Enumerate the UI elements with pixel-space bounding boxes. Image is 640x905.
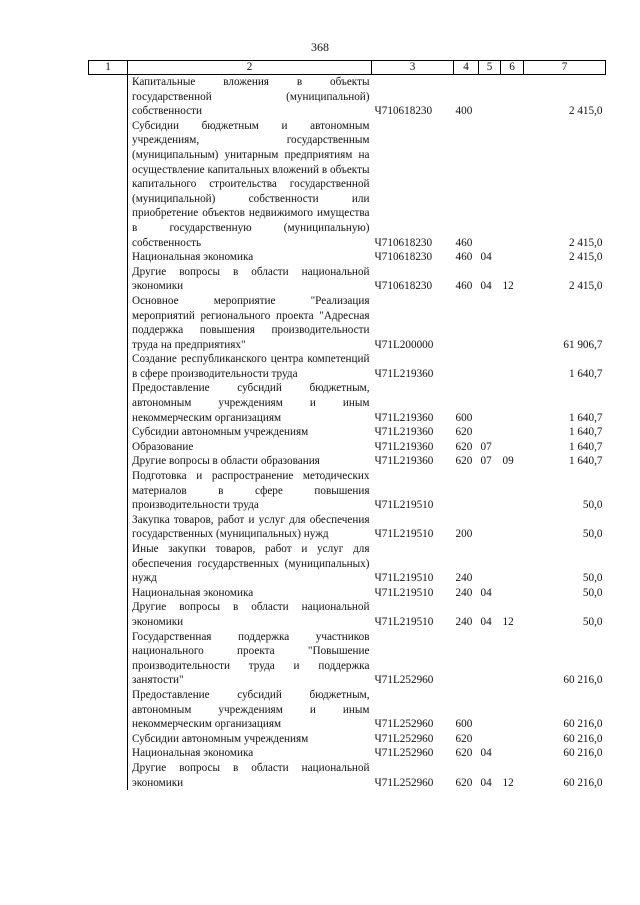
row-expense-type: 620 [455,776,473,789]
row-expense-type: 400 [455,105,473,118]
row-amount: 1 640,7 [568,411,603,424]
header-row [89,61,606,75]
column-header-5: 5 [479,61,501,75]
row-spacer-cell [89,265,128,294]
table-row [89,513,606,542]
row-target-code: Ч71L200000 [374,338,434,351]
row-spacer-cell [89,454,128,469]
row-subsection [501,469,524,513]
row-spacer-cell [89,513,128,542]
row-target-code: Ч71L219360 [374,411,434,424]
row-amount: 50,0 [582,499,603,512]
table-header [89,61,606,75]
table-row [89,119,606,250]
row-expense-type: 240 [455,586,473,599]
row-section: 04 [480,280,492,293]
table-row [89,381,606,425]
table-row [89,294,606,352]
row-name: Субсидии автономным учреждениям [128,732,372,747]
row-amount: 50,0 [582,572,603,585]
table-row [89,454,606,469]
row-expense-type: 460 [455,251,473,264]
row-name: Национальная экономика [128,746,372,761]
row-target-code: Ч71L252960 [374,674,434,687]
row-amount: 50,0 [582,615,603,628]
row-amount: 60 216,0 [563,718,603,731]
row-amount: 1 640,7 [568,455,603,468]
row-expense-type: 240 [455,615,473,628]
row-name: Создание республиканского центра компетенций в сфере производительности труда [128,352,372,381]
table-row [89,542,606,586]
row-target-code: Ч710618230 [374,251,433,264]
row-name: Закупка товаров, работ и услуг для обеспечения государственных (муниципальных) нужд [128,513,372,542]
row-section: 04 [480,747,492,760]
row-expense-type: 240 [455,572,473,585]
row-spacer-cell [89,469,128,513]
row-spacer-cell [89,425,128,440]
row-target-code: Ч71L219360 [374,367,434,380]
row-subsection [501,440,524,455]
row-subsection [501,746,524,761]
row-spacer-cell [89,586,128,601]
row-spacer-cell [89,732,128,747]
table-row [89,586,606,601]
row-spacer-cell [89,746,128,761]
row-expense-type: 620 [455,747,473,760]
row-amount: 50,0 [582,586,603,599]
row-spacer-cell [89,630,128,688]
row-subsection [501,630,524,688]
row-subsection [501,688,524,732]
row-target-code: Ч71L219360 [374,440,434,453]
row-expense-type [454,352,479,381]
row-subsection [501,513,524,542]
row-amount: 1 640,7 [568,440,603,453]
row-amount: 60 216,0 [563,732,603,745]
row-amount: 2 415,0 [568,105,603,118]
table-row [89,746,606,761]
row-expense-type: 600 [455,718,473,731]
row-amount: 60 216,0 [563,674,603,687]
row-target-code: Ч71L219360 [374,426,434,439]
row-section: 07 [480,455,492,468]
column-header-7: 7 [524,61,606,75]
row-expense-type: 460 [455,280,473,293]
row-amount: 2 415,0 [568,251,603,264]
row-amount: 60 216,0 [563,776,603,789]
row-subsection [501,352,524,381]
column-header-2: 2 [128,61,372,75]
row-subsection [501,294,524,352]
row-subsection [501,732,524,747]
row-name: Подготовка и распространение методических материалов в сфере повышения производительности труда [128,469,372,513]
row-amount: 1 640,7 [568,426,603,439]
row-target-code: Ч71L219510 [374,615,434,628]
row-name: Капитальные вложения в объекты государственной (муниципальной) собственности [128,75,372,119]
row-name: Предоставление субсидий бюджетным, автономным учреждениям и иным некоммерческим организациям [128,381,372,425]
row-name: Субсидии автономным учреждениям [128,425,372,440]
table-row [89,440,606,455]
column-header-4: 4 [454,61,479,75]
row-amount: 60 216,0 [563,747,603,760]
row-section [479,294,501,352]
row-section: 04 [480,251,492,264]
table-row [89,75,606,119]
row-expense-type: 620 [455,732,473,745]
row-name: Основное мероприятие "Реализация мероприятий регионального проекта "Адресная поддержка повышения производительности труда на предприятиях" [128,294,372,352]
row-target-code: Ч71L252960 [374,732,434,745]
row-name: Национальная экономика [128,250,372,265]
row-target-code: Ч71L219510 [374,572,434,585]
table-row [89,732,606,747]
column-header-1: 1 [89,61,128,75]
table-row [89,265,606,294]
row-expense-type [454,630,479,688]
row-section [479,513,501,542]
row-section [479,381,501,425]
row-name: Другие вопросы в области национальной экономики [128,265,372,294]
row-subsection [501,381,524,425]
table-row [89,352,606,381]
page-number: 368 [311,40,329,54]
table-row [89,688,606,732]
row-spacer-cell [89,761,128,790]
row-subsection [501,586,524,601]
column-header-6: 6 [501,61,524,75]
row-subsection: 09 [502,455,514,468]
table-row [89,469,606,513]
row-spacer-cell [89,600,128,629]
table-row [89,600,606,629]
table-row [89,425,606,440]
row-section [479,425,501,440]
row-name: Государственная поддержка участников национального проекта "Повышение производительности труда и поддержка занятости" [128,630,372,688]
column-header-3: 3 [372,61,454,75]
row-section [479,688,501,732]
row-expense-type [454,294,479,352]
row-section: 04 [480,586,492,599]
row-name: Национальная экономика [128,586,372,601]
row-target-code: Ч71L252960 [374,747,434,760]
row-target-code: Ч71L219510 [374,528,434,541]
row-target-code: Ч710618230 [374,280,433,293]
row-spacer-cell [89,119,128,250]
table-body [89,75,606,791]
row-subsection [501,250,524,265]
row-section [479,630,501,688]
row-expense-type [454,469,479,513]
row-subsection [501,425,524,440]
row-name: Другие вопросы в области национальной экономики [128,761,372,790]
row-section [479,469,501,513]
row-name: Иные закупки товаров, работ и услуг для обеспечения государственных (муниципальных) нужд [128,542,372,586]
row-name: Предоставление субсидий бюджетным, автономным учреждениям и иным некоммерческим организациям [128,688,372,732]
row-section: 07 [480,440,492,453]
row-expense-type: 600 [455,411,473,424]
row-section: 04 [480,615,492,628]
table-row [89,761,606,790]
row-target-code: Ч71L219360 [374,455,434,468]
budget-table [88,60,606,790]
row-expense-type: 460 [455,236,473,249]
row-amount: 61 906,7 [563,338,603,351]
row-spacer-cell [89,294,128,352]
row-amount: 1 640,7 [568,367,603,380]
row-subsection: 12 [502,776,514,789]
row-spacer-cell [89,352,128,381]
row-target-code: Ч71L219510 [374,499,434,512]
row-subsection [501,119,524,250]
row-amount: 50,0 [582,528,603,541]
row-subsection: 12 [502,615,514,628]
row-expense-type: 620 [455,455,473,468]
row-name: Другие вопросы в области национальной экономики [128,600,372,629]
row-spacer-cell [89,440,128,455]
row-section [479,119,501,250]
row-spacer-cell [89,75,128,119]
row-expense-type: 620 [455,440,473,453]
row-spacer-cell [89,381,128,425]
table-row [89,630,606,688]
row-target-code: Ч71L219510 [374,586,434,599]
row-section: 04 [480,776,492,789]
row-section [479,732,501,747]
row-subsection [501,542,524,586]
row-spacer-cell [89,688,128,732]
row-section [479,542,501,586]
row-section [479,352,501,381]
row-section [479,75,501,119]
row-target-code: Ч710618230 [374,236,433,249]
row-subsection: 12 [502,280,514,293]
row-spacer-cell [89,250,128,265]
row-spacer-cell [89,542,128,586]
row-name: Субсидии бюджетным и автономным учреждениям, государственным (муниципальным) унитарным предприятиям на осуществление капитальных вложений в объекты капитального строительства государственной (муниципальной) собственности или приобретение объектов недвижимого имущества в государственную (муниципальную) собственность [128,119,372,250]
table-row [89,250,606,265]
row-amount: 2 415,0 [568,280,603,293]
row-expense-type: 620 [455,426,473,439]
row-target-code: Ч71L252960 [374,718,434,731]
row-name: Образование [128,440,372,455]
row-expense-type: 200 [455,528,473,541]
row-amount: 2 415,0 [568,236,603,249]
row-name: Другие вопросы в области образования [128,454,372,469]
row-target-code: Ч710618230 [374,105,433,118]
row-subsection [501,75,524,119]
row-target-code: Ч71L252960 [374,776,434,789]
